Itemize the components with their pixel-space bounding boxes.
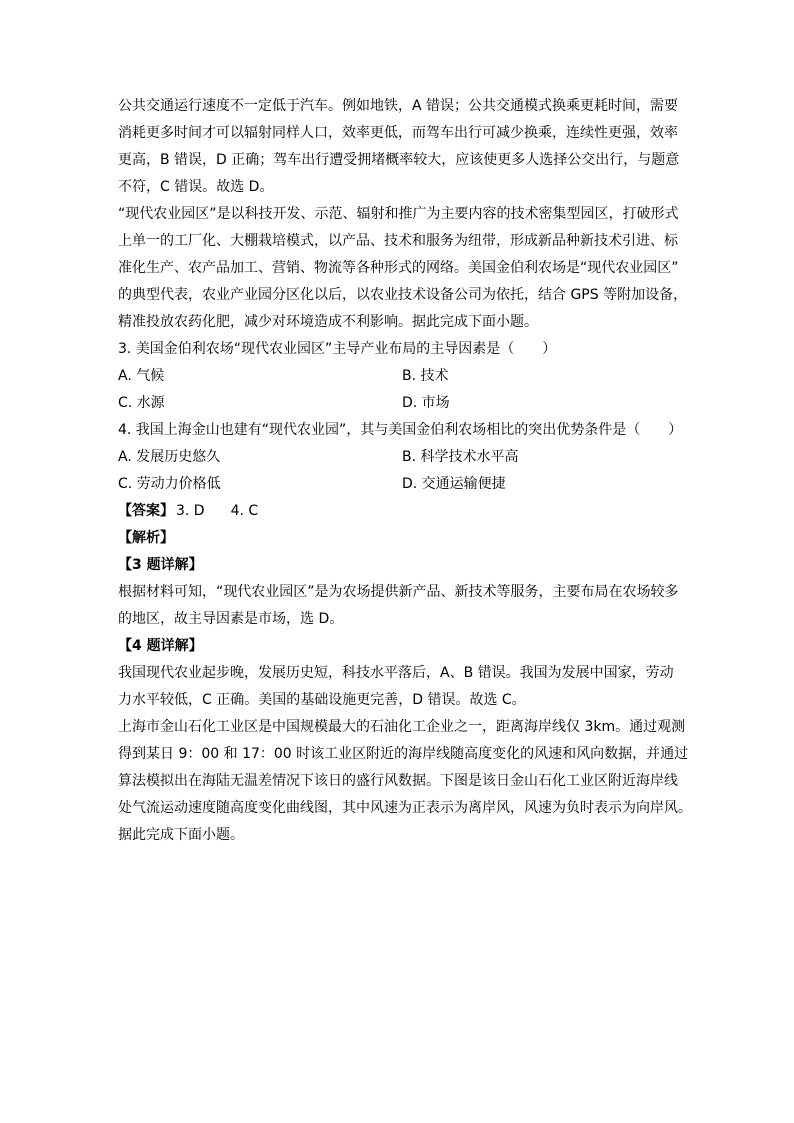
text-line: 公共交通运行速度不一定低于汽车。例如地铁，A 错误；公共交通模式换乘更耗时间，需要 — [118, 98, 679, 114]
question-4-stem: 4. 我国上海金山也建有“现代农业园”，其与美国金伯利农场相比的突出优势条件是（ ） — [118, 422, 683, 438]
analysis-label: 【解析】 — [118, 530, 174, 546]
text-line: 处气流运动速度随高度变化曲线图，其中风速为正表示为离岸风，风速为负时表示为向岸风。 — [118, 800, 692, 816]
detail-3-label: 【3 题详解】 — [118, 557, 203, 573]
answer-3: 3. D — [176, 503, 205, 519]
text-line: 得到某日 9：00 和 17：00 时该工业区附近的海岸线随高度变化的风速和风向数据，并通过 — [118, 746, 689, 762]
option-4a: A. 发展历史悠久 — [118, 449, 221, 465]
document-page — [118, 93, 692, 849]
question-4-options-row-1 — [118, 444, 678, 471]
answer-label: 【答案】 — [118, 503, 174, 519]
text-line: 力水平较低，C 正确。美国的基础设施更完善，D 错误。故选 C。 — [118, 692, 526, 708]
text-line: 不符，C 错误。故选 D。 — [118, 179, 274, 195]
question-3-stem: 3. 美国金伯利农场“现代农业园区”主导产业布局的主导因素是（ ） — [118, 341, 557, 357]
answer-4: 4. C — [230, 503, 259, 519]
text-line: 根据材料可知，“现代农业园区”是为农场提供新产品、新技术等服务，主要布局在农场较多 — [118, 584, 679, 600]
option-4c: C. 劳动力价格低 — [118, 476, 221, 492]
paragraph-transit-analysis — [118, 93, 678, 201]
question-3-options-row-2 — [118, 390, 678, 417]
option-3c: C. 水源 — [118, 395, 165, 411]
option-3b: B. 技术 — [402, 368, 449, 384]
paragraph-agri-park-material — [118, 201, 688, 336]
text-line: 的地区，故主导因素是市场，选 D。 — [118, 611, 344, 627]
option-3a: A. 气候 — [118, 368, 165, 384]
text-line: 上海市金山石化工业区是中国规模最大的石油化工企业之一，距离海岸线仅 3km。通过观测 — [118, 719, 686, 735]
detail-3-text — [118, 579, 678, 633]
detail-4-text — [118, 660, 678, 714]
text-line: 据此完成下面小题。 — [118, 827, 244, 843]
text-line: 算法模拟出在海陆无温差情况下该日的盛行风数据。下图是该日金山石化工业区附近海岸线 — [118, 773, 678, 789]
detail-4-label: 【4 题详解】 — [118, 638, 203, 654]
text-line: 更高，B 错误，D 正确；驾车出行遭受拥堵概率较大，应该使更多人选择公交出行，与题意 — [118, 152, 680, 168]
paragraph-jinshan-material — [118, 714, 692, 849]
text-line: “现代农业园区”是以科技开发、示范、辐射和推广为主要内容的技术密集型园区，打破形式 — [118, 206, 679, 222]
question-4-options-row-2 — [118, 471, 678, 498]
option-4b: B. 科学技术水平高 — [402, 449, 519, 465]
text-line: 的典型代表，农业产业园分区化以后，以农业技术设备公司为依托，结合 GPS 等附加设备， — [118, 287, 688, 303]
answer-line — [118, 498, 678, 525]
text-line: 上单一的工厂化、大棚栽培模式，以产品、技术和服务为纽带，形成新品种新技术引进、标 — [118, 233, 678, 249]
option-4d: D. 交通运输便捷 — [402, 476, 506, 492]
text-line: 我国现代农业起步晚，发展历史短，科技水平落后，A、B 错误。我国为发展中国家，劳动 — [118, 665, 674, 681]
text-line: 准化生产、农产品加工、营销、物流等各种形式的网络。美国金伯利农场是“现代农业园区” — [118, 260, 679, 276]
option-3d: D. 市场 — [402, 395, 450, 411]
question-3-options-row-1 — [118, 363, 678, 390]
text-line: 精准投放农药化肥，减少对环境造成不利影响。据此完成下面小题。 — [118, 314, 538, 330]
text-line: 消耗更多时间才可以辐射同样人口，效率更低，而驾车出行可减少换乘，连续性更强，效率 — [118, 125, 678, 141]
